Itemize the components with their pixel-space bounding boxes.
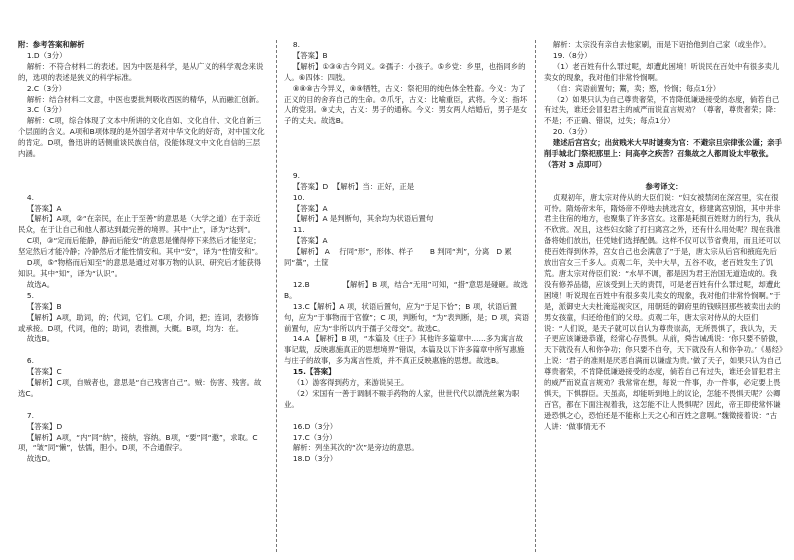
- text-paragraph: 8.: [292, 40, 300, 49]
- spacer: [18, 160, 266, 193]
- text-paragraph: 13.C【解析】A 项，状语后置句，应为“于足下恰”；B 项，状语后置句，应为“于事物而于官僚”；C 项，判断句，“为”表判断，是；D 项，宾语前置句，应为“非所以内于孺子父母交”。故选C。: [284, 301, 530, 333]
- text-paragraph: 11.: [292, 225, 305, 235]
- text-paragraph: 10.: [292, 192, 305, 202]
- spacer: [284, 269, 530, 280]
- text-paragraph: 【解析】A项，“内”同“纳”，接纳，容纳。B项，“要”同“邀”，求取。C项，“皱”同“懒”，怯懦，胆小。D项，不合通假字。: [18, 432, 258, 453]
- text-paragraph: 【答案】A: [292, 203, 328, 213]
- answer-sheet-page: [14, 40, 784, 552]
- text-paragraph: （2）如果只认为自己尊贵奢荣，不肯降低谦逊接受的态度，倘若自己有过失，谁还会冒犯君主的威严而说直言规劝？（尊奢，尊贵奢荣；降：不是；不正确、错误，过失；每点1分）: [544, 94, 781, 126]
- text-paragraph: 17.C（3分）: [292, 432, 337, 442]
- text-paragraph: 【答案】A: [292, 236, 328, 246]
- text-paragraph: 7.: [26, 410, 34, 420]
- text-paragraph: 建述后宫宫女；出贫贱米大早时谜奏为官：不避宗旦宗律张公谨；亲手削手城北门祭祀那里上：问高亭之疾苦？召集故之人都周设太牢敬张。（答对 3 点即可）: [544, 138, 782, 169]
- text-paragraph: 9.: [292, 170, 300, 180]
- spacer: [284, 411, 530, 422]
- text-paragraph: 【解析】A项，②“在亲民，在止于至善”的意思是（大学之道）在于亲近民众，在于让自己和他人都达到最完善的境界。其中“止”，译为“达到”。: [18, 214, 261, 235]
- text-paragraph: 2.C（3分）: [26, 83, 66, 93]
- text-paragraph: 1.D（3分）: [26, 50, 67, 60]
- text-paragraph: 参考译文：: [645, 181, 683, 191]
- text-paragraph: 故选A。: [26, 279, 55, 289]
- text-paragraph: 解析：不符合材料二的表述。因为中医是科学，是从广义的科学观念来说的，选项的表述是狭义的科学标准。: [18, 61, 264, 82]
- text-paragraph: （自：宾语前置句；鬻，卖；愍，怜悯；每点1分）: [552, 83, 721, 93]
- text-paragraph: 【答案】D 【解析】当：正好，正是: [292, 181, 415, 191]
- text-paragraph: 【答案】B: [26, 301, 62, 311]
- text-paragraph: 解析：C项，综合体现了文本中所讲的文化自如、文化自什、文化自新三个层面的含义。A项和B项体现的是外国学者对中华文化的好奇，对中国文化的肯定。D项，鲁迅讲的话侧重谈民族自信，没能体现文中文化自信的三层内涵。: [18, 116, 265, 159]
- text-paragraph: 解析：太宗没有亲自去他家刷，而是下诏抬他到自己家（或坐作）。: [552, 40, 771, 49]
- text-paragraph: 附：参考答案和解析: [18, 40, 85, 49]
- spacer: [18, 345, 266, 356]
- text-paragraph: 15.【答案】: [292, 367, 336, 377]
- text-paragraph: 16.D（3分）: [292, 421, 338, 431]
- text-paragraph: （1）老百姓有什么罪过呢，却遭此困境！听说民在百处中有很多卖儿卖女的现象，我对他们非常怜悯啊。: [544, 61, 780, 82]
- text-paragraph: 【解析】①③④古今同义。②孺子：小孩子。⑤乡党：乡里，也指同乡的人。⑥四体：四肢。: [284, 61, 526, 82]
- spacer: [284, 127, 530, 171]
- text-paragraph: 14.A 【解析】B 项，“本篇及《庄子》其他许多篇章中……多为寓言故事记载，反映惠施真正的思想境界”错误，本篇及以下许多篇章中所写惠施与庄子的故事，多为寓言性质，并不真正反映惠施的思想。故选B。: [284, 334, 525, 366]
- text-paragraph: 19.（8分）: [552, 50, 592, 60]
- text-paragraph: 12.B 【解析】B 项，结合“无用”可知，“措”意思是碰砸。故选B。: [284, 279, 528, 300]
- column-3: [544, 40, 784, 552]
- spacer: [544, 171, 784, 182]
- text-paragraph: 4.: [26, 192, 34, 202]
- spacer: [18, 400, 266, 411]
- text-paragraph: 【答案】B: [292, 50, 328, 60]
- text-paragraph: （1）游客得到药方，来游说吴王。: [292, 378, 409, 388]
- text-paragraph: 【答案】A: [26, 203, 62, 213]
- text-paragraph: 解析：结合材料二文意，中医也要批判吸收西医的精华，从而融汇创新。: [26, 94, 264, 104]
- text-paragraph: 5.: [26, 290, 34, 300]
- text-paragraph: 20.（3分）: [552, 127, 592, 137]
- column-divider: [535, 40, 536, 552]
- text-paragraph: D项，⑤“物格而后知至”的意思是通过对事万物的认识、研究后才能获得知识。其中“知”，译为“认识”。: [18, 258, 262, 278]
- text-paragraph: 贞观初年，唐太宗对侍从的大臣们说：“妇女被禁闭在深宫里，实在很可怜。隋炀帝末年，隋炀帝不停地去挑选宫女，修建离宫别馆，其中并非君主住宿的地方，也聚集了许多宫女。这都是耗损百姓财力的行为，我从不欣赏。况且，这些妇女除了打扫离宫之外，还有什么用处呢？现在我准备将她们放出，任凭她们选择配偶。这样不仅可以节省费用，而且还可以使百姓得到休养，宫女自己也会满意了”于是，唐太宗从后宫和掖庭先后放出宫女三千多人。贞观二年，关中大旱，五谷不收，老百姓发生了饥荒。唐太宗对侍臣们说：“水旱不调，都是因为君王治国无道造成的。我没有修养品德，应该受到上天的责罚，可是老百姓有什么罪过呢，却遭此困境！听说现在百姓中有很多卖儿卖女的现象，我对他们非常怜悯啊。”于是，派御史大夫杜淹巡视灾区，用朝廷的御府里的钱赎回那些被卖出去的男女孩童，归还给他们的父母。贞观二年，唐太宗对侍从的大臣们说：“人们说，是天子就可以自认为尊贵崇高，无所畏惧了，我认为，天子更应该谦逊恭谨，经常心存畏惧。从前，舜告诫禹说：‘你只要不骄傲，天下就没有人和你争功；你只要不自夸，天下就没有人和你争功。’《易经》上说：‘君子的准则是厌恶自满而以谦虚为贵。’做了天子，如果只认为自己尊贵奢荣，不肯降低谦逊接受的态度，倘若自己有过失，谁还会冒犯君主的威严而说直言规劝？我常常在想，每说一件事，办一件事，必定要上畏惧天，下惧群臣。天虽高，却能听到地上的议论，怎能不畏惧天呢？公卿百官，都在下面注视着我，这怎能不让人畏惧呢？因此，帝王即使常怀谦逊恐惧之心，恐怕还是不能称上天之心和百姓之意啊。”魏徵接着说：“古人讲：‘做事情无不: [544, 192, 783, 431]
- text-paragraph: 故选B。: [26, 334, 55, 344]
- text-paragraph: 【答案】D: [26, 421, 63, 431]
- text-paragraph: 18.D（3分）: [292, 454, 338, 464]
- text-paragraph: 【解析】C项，自贼者也，意思是“自己残害自己”。贼：伤害、残害。故选C。: [18, 378, 262, 398]
- text-paragraph: 6.: [26, 356, 34, 366]
- text-paragraph: 【解析】 A 行同“形”，形体、样子 B 判同“判”，分离 D 累同“藁”，土筐: [284, 247, 512, 268]
- text-paragraph: 【解析】A 是判断句，其余均为状语后置句: [292, 214, 434, 224]
- column-2: [284, 40, 530, 552]
- text-paragraph: ⑧⑧⑧古今异义，⑧⑨牺牲，古义：祭祀用的纯色体全牲畜。今义：为了正义的目的舍弃自己的生命。⑦爪牙，古义：比喻重臣，武将。今义：指坏人的党羽。⑨丈夫，古义：男子的通称。今义：男女两人结婚后，男子是女子的丈夫。故选B。: [284, 83, 528, 126]
- text-paragraph: 【解析】A项，助词，的；代词，它们。C项，介词，把；连词，表修饰或承接。D项，代词，他的；助词，表推测，大概。B项，均为：在。: [18, 312, 259, 333]
- column-divider: [276, 40, 277, 552]
- column-1: [18, 40, 266, 552]
- text-paragraph: 故选D。: [26, 454, 55, 464]
- text-paragraph: 解析：列坐其次的“次”是旁边的意思。: [292, 443, 419, 453]
- text-paragraph: （2）宋国有一善于调制不皲手药物的人家，世世代代以漂洗丝絮为职业。: [284, 388, 520, 409]
- text-paragraph: 【答案】C: [26, 367, 62, 377]
- text-paragraph: 3.C（3分）: [26, 105, 66, 115]
- text-paragraph: C项，③“定而后能静，静而后能安”的意思是懂得停下来然后才能坚定；坚定然后才能冷静；冷静然后才能性情安和。其中“安”，译为“性情安和”。: [18, 236, 263, 257]
